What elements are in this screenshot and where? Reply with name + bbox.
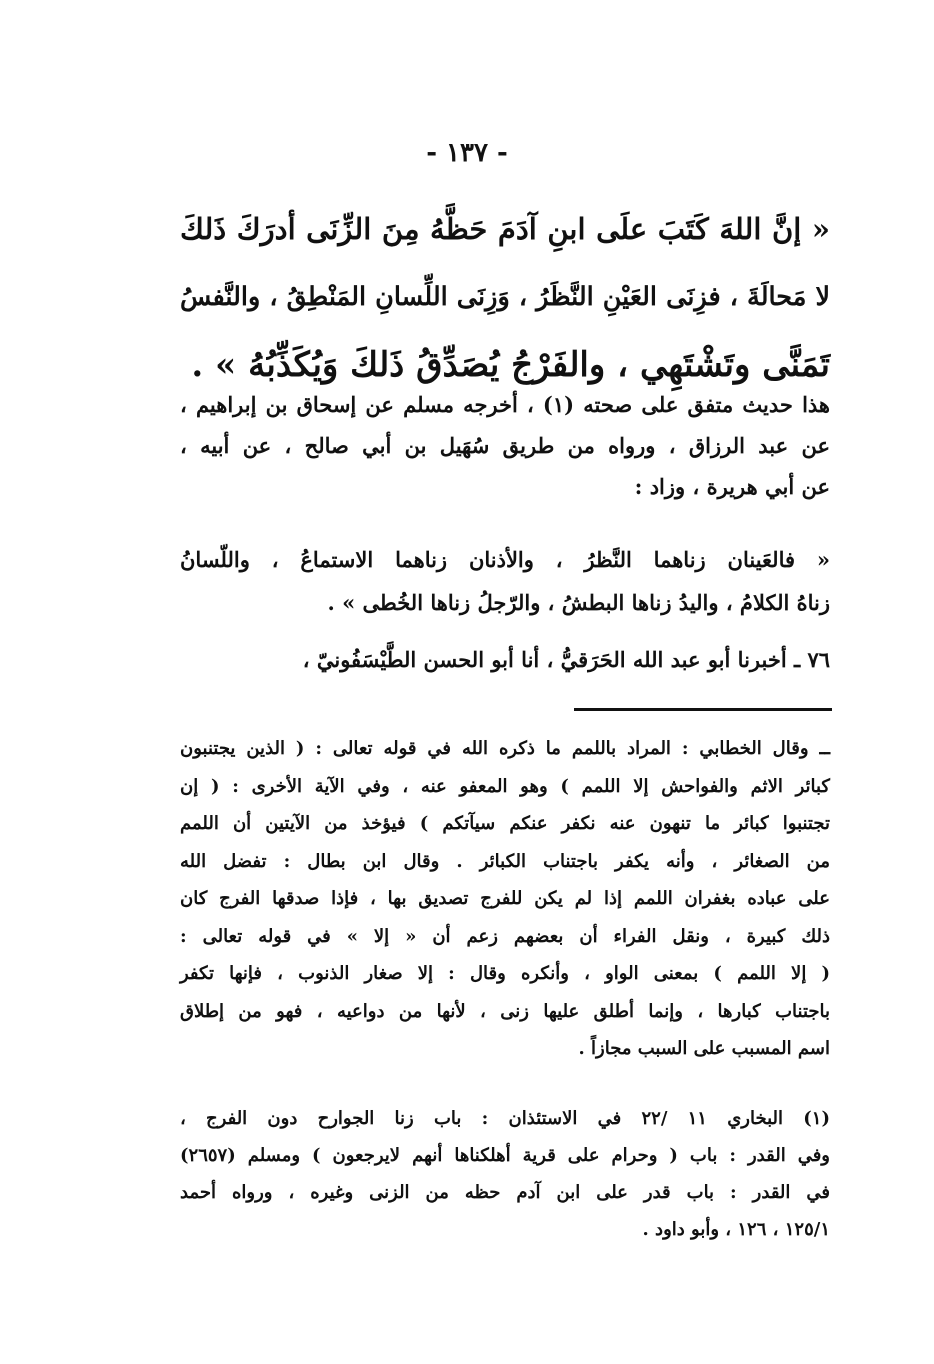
- hadith-line: تَمَنَّى وتَشْتَهِي ، والفَرْجُ يُصَدِّقُ ذَلكَ وَيُكَذِّبُهُ » .: [191, 345, 830, 385]
- addition-quote: [180, 538, 830, 624]
- footnote-1: [180, 1100, 830, 1248]
- page-number: - ١٣٧ -: [426, 138, 508, 168]
- footnote-line: على عباده بغفران اللمم إذا لم يكن للفرج تصديق بها ، فإذا صدقها الفرج كان: [180, 888, 830, 909]
- hadith-line: « إنَّ اللهَ كَتَبَ علَى ابنِ آدَمَ حَظَّهُ مِنَ الزِّنَى أدرَكَ ذَلكَ: [180, 212, 830, 246]
- commentary-line: عن أبي هريرة ، وزاد :: [634, 474, 830, 499]
- commentary-paragraph: [180, 384, 830, 507]
- footnote-separator: [574, 708, 832, 711]
- narration-chain: [180, 640, 830, 680]
- hadith-main-text: [180, 195, 830, 399]
- addition-line: زناهُ الكلامُ ، واليدُ زناها البطشُ ، والرّجلُ زناها الخُطى » .: [327, 590, 830, 615]
- footnote-1-line: وفي القدر : باب ( وحرام على قرية أهلكناها أنهم لايرجعون ) ومسلم (٢٦٥٧): [180, 1145, 830, 1166]
- footnote-line: ــ وقال الخطابي : المراد باللمم ما ذكره الله في قوله تعالى : ( الذين يجتنبون: [180, 738, 830, 759]
- footnote-line: من الصغائر ، وأنه يكفر باجتناب الكبائر . وقال ابن بطال : تفضل الله: [180, 850, 830, 872]
- footnote-line: ذلك كبيرة ، ونقل الفراء أن بعضهم زعم أن « إلا » في قوله تعالى :: [180, 925, 830, 947]
- addition-line: « فالعَينان زناهما النَّظرُ ، والأذنان زناهما الاستماعُ ، واللّسانُ: [180, 547, 830, 572]
- narration-line: ٧٦ ـ أخبرنا أبو عبد الله الحَرَقيُّ ، أنا أبو الحسن الطَّيْسَفُونيّ ،: [302, 647, 830, 672]
- footnote-1-line: في القدر : باب قدر على ابن آدم حظه من الزنى وغيره ، ورواه أحمد: [180, 1182, 830, 1203]
- footnote-line: باجتناب كبارها ، وإنما أطلق عليها زنى ، لأنها من دواعيه ، فهو من إطلاق: [180, 1000, 830, 1022]
- commentary-line: هذا حديث متفق على صحته (١) ، أخرجه مسلم عن إسحاق بن إبراهيم ،: [180, 392, 831, 417]
- footnote-1-line: (١) البخاري ١١ /٢٢ في الاستئذان : باب زنا الجوارح دون الفرج ،: [180, 1108, 830, 1129]
- footnote-line: ( إلا اللمم ) بمعنى الواو ، وأنكره وقال : إلا صغار الذنوب ، فإنها تكفر: [180, 963, 830, 984]
- footnote-line: كبائر الاثم والفواحش إلا اللمم ) وهو المعفو عنه ، وفي الآية الأخرى : ( إن: [180, 775, 830, 797]
- footnote-line: تجتنبوا كبائر ما تنهون عنه نكفر عنكم سيآتكم ) فيؤخذ من الآيتين أن اللمم: [180, 813, 830, 834]
- footnote-line: اسم المسبب على السبب مجازاً .: [578, 1038, 830, 1059]
- footnote-continuation: [180, 730, 830, 1068]
- hadith-line: لا مَحالَةَ ، فزِنَى العَيْنِ النَّظَرُ ، وَزِنَى اللِّسانِ المَنْطِقُ ، والنَّفسُ: [180, 282, 830, 312]
- commentary-line: عن عبد الرزاق ، ورواه من طريق سُهَيل بن أبي صالح ، عن أبيه ،: [180, 433, 830, 458]
- footnote-1-line: ١٢٥/١ ، ١٢٦ ، وأبو داود .: [642, 1219, 830, 1240]
